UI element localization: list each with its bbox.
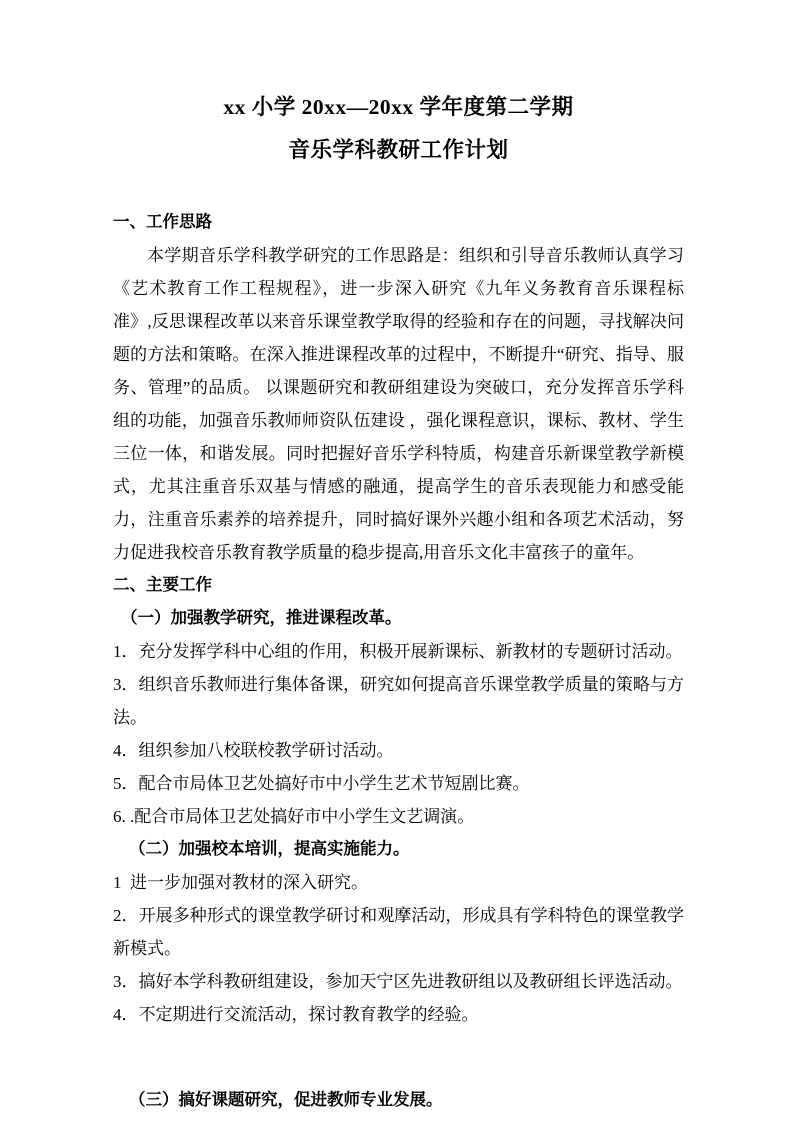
document-title [113,86,684,172]
section-heading-work-approach: 一、工作思路 [113,213,212,231]
paragraph-spacer [113,1031,684,1064]
subsection-heading-topic-research: （三）搞好课题研究，促进教师专业发展。 [129,1091,443,1109]
title-spacer [113,172,684,206]
list-item: 2．开展多种形式的课堂教学研讨和观摩活动，形成具有学科特色的课堂教学新模式。 [113,906,684,958]
list-item: 4．不定期进行交流活动，探讨教育教学的经验。 [113,1005,479,1024]
section-heading-main-work: 二、主要工作 [113,576,212,594]
list-item: 6. .配合市局体卫艺处搞好市中小学生文艺调演。 [113,807,475,826]
title-line-1: xx 小学 20xx—20xx 学年度第二学期 [223,95,574,119]
paragraph-spacer [113,1064,684,1084]
subsection-heading-school-training: （二）加强校本培训，提高实施能力。 [129,840,410,858]
list-item: 5．配合市局体卫艺处搞好市中小学生艺术节短剧比赛。 [113,774,530,793]
list-item: 4．组织参加八校联校教学研讨活动。 [113,741,394,760]
document-content [113,86,684,1117]
list-item: 3．搞好本学科教研组建设，参加天宁区先进教研组以及教研组长评选活动。 [113,972,683,991]
subsection-heading-teaching-research: （一）加强教学研究，推进课程改革。 [121,609,402,627]
list-item: 3．组织音乐教师进行集体备课，研究如何提高音乐课堂教学质量的策略与方法。 [113,675,684,727]
list-item: 1．充分发挥学科中心组的作用，积极开展新课标、新教材的专题研讨活动。 [113,642,683,661]
paragraph-work-approach: 本学期音乐学科教学研究的工作思路是：组织和引导音乐教师认真学习《艺术教育工作工程规程》，进一步深入研究《九年义务教育音乐课程标准》,反思课程改革以来音乐课堂教学取得的经验和存在的问题，寻找解决问题的方法和策略。在深入推进课程改革的过程中，不断提升“研究、指导、服务、管理”的品质。 以课题研究和教研组建设为突破口，充分发挥音乐学科组的功能，加强音乐教师师资队伍建设 ，强化课程意识，课标、教材、学生三位一体，和谐发展。同时把握好音乐学科特质，构建音乐新课堂教学新模式，尤其注重音乐双基与情感的融通，提高学生的音乐表现能力和感受能力，注重音乐素养的培养提升，同时搞好课外兴趣小组和各项艺术活动，努力促进我校音乐教育教学质量的稳步提高,用音乐文化丰富孩子的童年。 [113,246,684,562]
title-line-2: 音乐学科教研工作计划 [288,138,509,162]
list-item: 1 进一步加强对教材的深入研究。 [113,873,368,892]
